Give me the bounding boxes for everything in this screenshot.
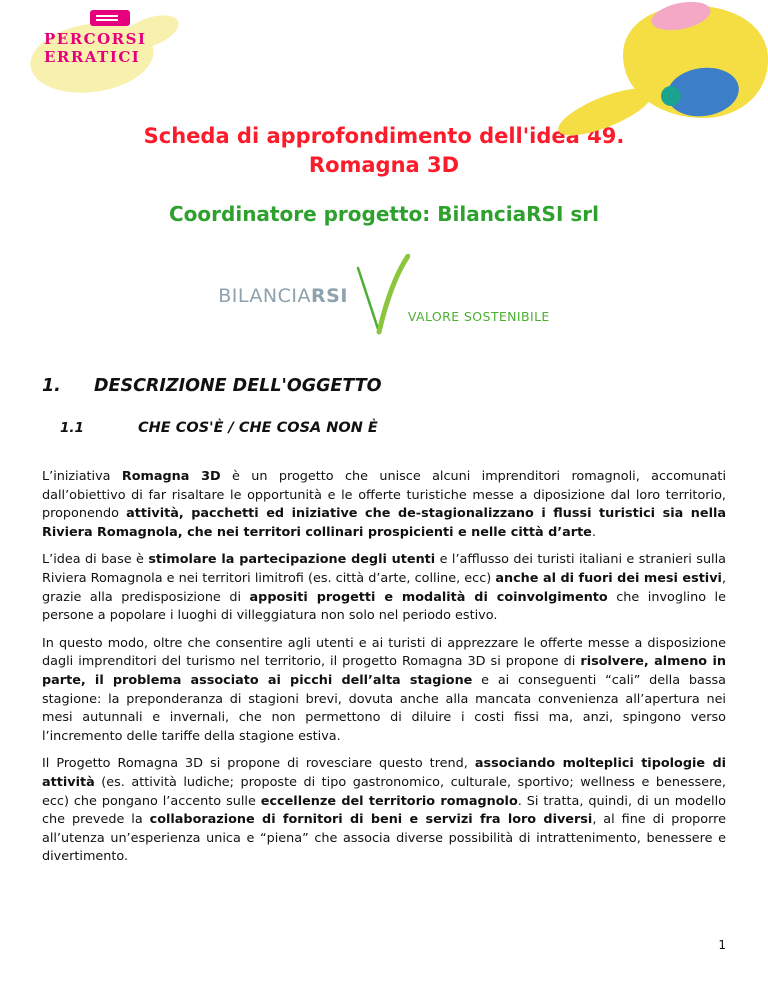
- paragraph-4: Il Progetto Romagna 3D si propone di rovesciare questo trend, associando molteplici tipologie di attività (es. attività ludiche; proposte di tipo gastronomico, culturale, sportivo; wellness e benessere, ecc) che pongano l’accento sulle eccellenze del territorio romagnolo. Si tratta, quindi, di un modello che prevede la collaborazione di fornitori di beni e servizi fra loro diversi, al fine di proporre all’utenza un’esperienza unica e “piena” che associa diverse possibilità di intrattenimento, benessere e divertimento.: [42, 756, 727, 865]
- percorsi-erratici-wordmark: [44, 30, 147, 66]
- title-line-1: Scheda di approfondimento dell'idea 49.: [143, 124, 625, 148]
- subsection-heading: [60, 420, 726, 436]
- interreg-badge-icon: [90, 10, 130, 26]
- brand-name-main: BILANCIA: [218, 285, 312, 307]
- section-title: DESCRIZIONE DELL'OGGETTO: [94, 376, 382, 396]
- subsection-number: 1.1: [60, 420, 84, 436]
- brand-name-suffix: RSI: [311, 285, 348, 307]
- paragraph-3: In questo modo, oltre che consentire agli utenti e ai turisti di apprezzare le offerte messe a disposizione dagli imprenditori del turismo nel territorio, il progetto Romagna 3D si propone di risolvere, almeno in parte, il problema associato ai picchi dell’alta stagione e ai conseguenti “cali” della bassa stagione: la preponderanza di stagioni brevi, dovuta anche alla mancata convenienza all’apertura nei mesi autunnali e invernali, che non permettono di diluire i costi fissi ma, anzi, spingono verso l’incremento delle tariffe della stagione estiva.: [42, 635, 727, 744]
- decorative-blob-icon: [553, 0, 768, 150]
- green-v-icon: [352, 254, 410, 338]
- paragraph-1: L’iniziativa Romagna 3D è un progetto che unisce alcuni imprenditori romagnoli, accomunati dall’obiettivo di far risaltare le opportunità e le offerte turistiche messe a diposizione dal loro territorio, proponendo attività, pacchetti ed iniziative che de-stagionalizzano i flussi turistici sia nella Riviera Romagnola, che nei territori collinari prospicienti e nelle città d’arte.: [42, 469, 727, 540]
- section-number: 1.: [42, 376, 61, 396]
- percorsi-erratici-logo: [28, 6, 208, 106]
- body-text: [42, 468, 726, 867]
- logo-line-2: ERRATICI: [44, 48, 141, 66]
- brand-wordmark: [218, 285, 348, 307]
- project-coordinator-subtitle: Coordinatore progetto: BilanciaRSI srl: [169, 202, 599, 226]
- section-heading: [42, 376, 726, 396]
- title-line-2: Romagna 3D: [308, 153, 460, 177]
- logo-line-1: PERCORSI: [44, 30, 147, 48]
- subsection-title: CHE COS'È / CHE COSA NON È: [138, 420, 378, 436]
- brand-tagline: VALORE SOSTENIBILE: [407, 309, 550, 324]
- page-number: 1: [718, 938, 726, 952]
- paragraph-2: L’idea di base è stimolare la partecipazione degli utenti e l’afflusso dei turisti italiani e stranieri sulla Riviera Romagnola e nei territori limitrofi (es. città d’arte, colline, ecc) anche al di fuori dei mesi estivi, grazie alla predisposizione di appositi progetti e modalità di coinvolgimento che invoglino le persone a popolare i luoghi di villeggiatura non solo nel periodo estivo.: [42, 552, 727, 624]
- bilanciarsi-logo: [0, 252, 768, 340]
